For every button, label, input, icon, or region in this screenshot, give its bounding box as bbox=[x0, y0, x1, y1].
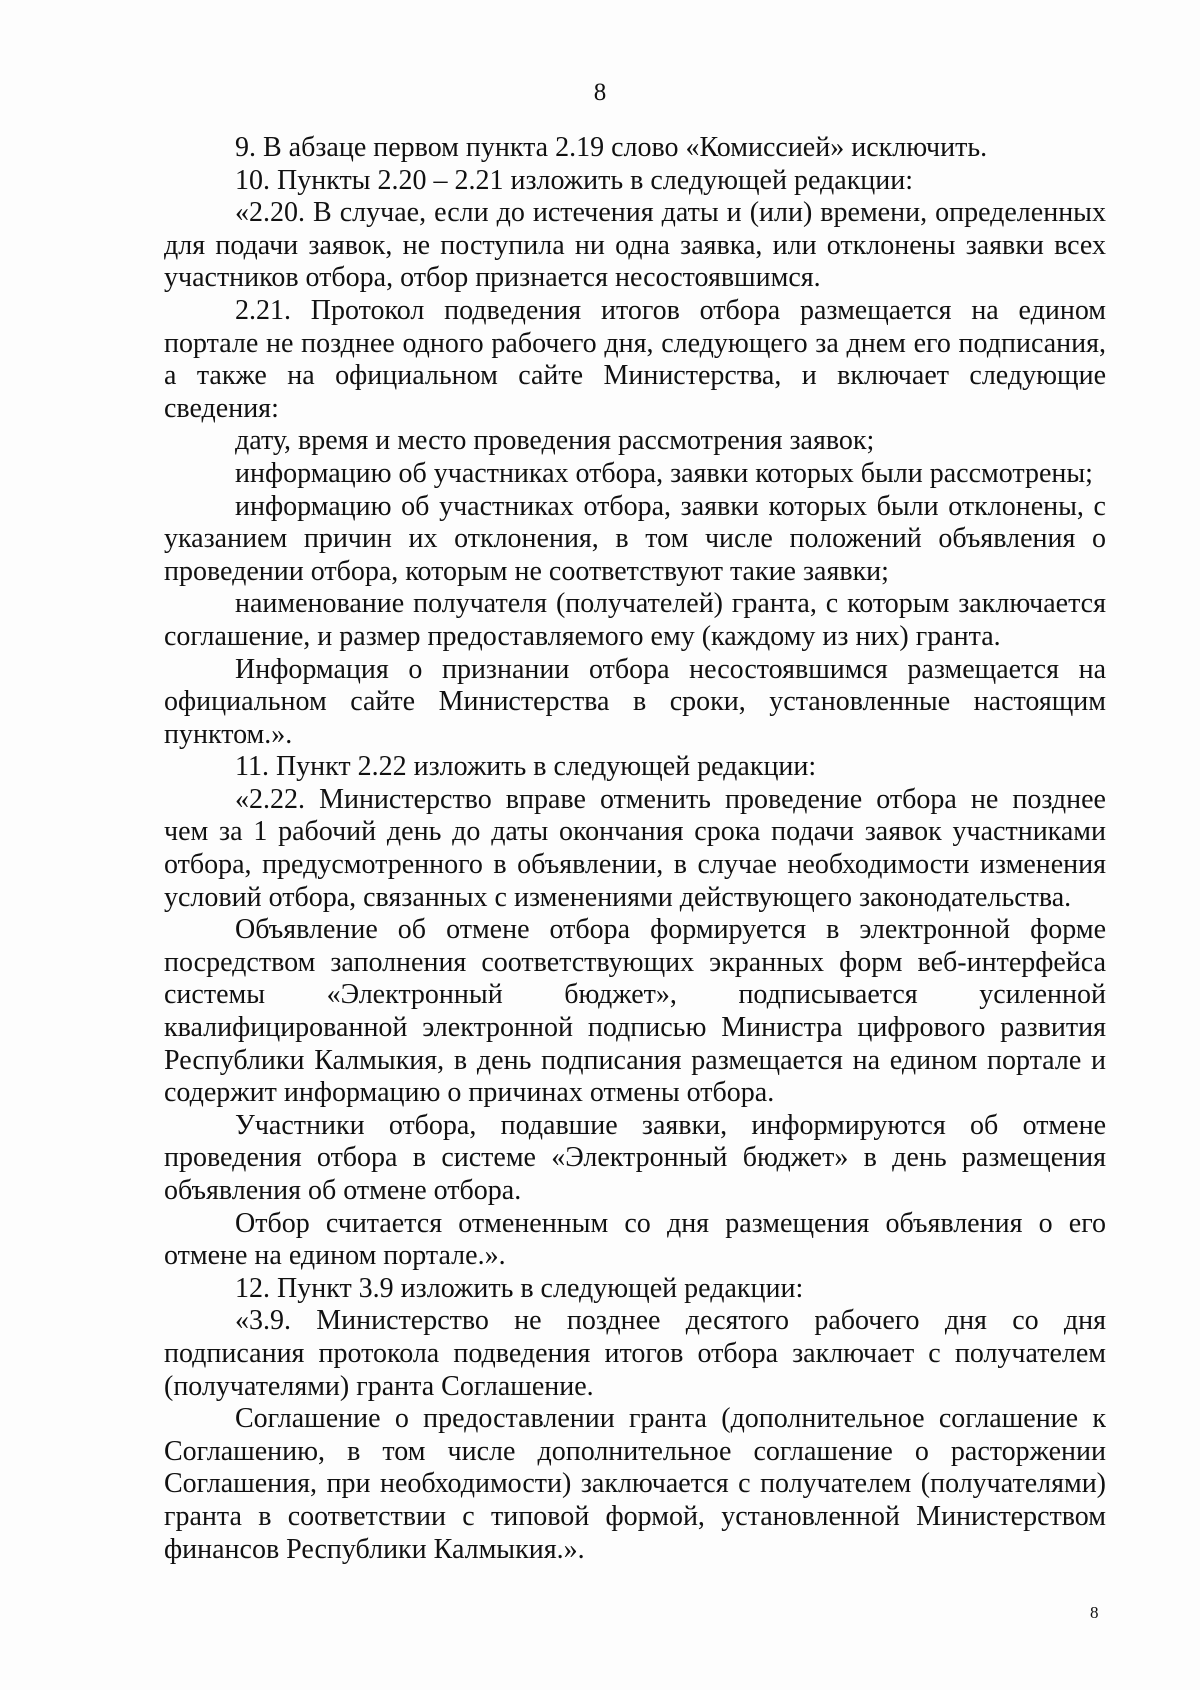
paragraph-item-10: 10. Пункты 2.20 – 2.21 изложить в следующей редакции: bbox=[235, 164, 914, 196]
paragraph-2-21: 2.21. Протокол подведения итогов отбора размещается на едином портале не позднее одного рабочего дня, следующего за днем его подписания, а также на официальном сайте Министерства, и включает следующие сведения: bbox=[164, 294, 1106, 424]
paragraph-list-date: дату, время и место проведения рассмотрения заявок; bbox=[235, 425, 875, 457]
page-number-bottom: 8 bbox=[1090, 1603, 1099, 1622]
document-body bbox=[164, 132, 1106, 1566]
paragraph-selection-cancelled: Отбор считается отмененным со дня размещения объявления о его отмене на едином портале.». bbox=[164, 1207, 1106, 1272]
paragraph-item-11: 11. Пункт 2.22 изложить в следующей редакции: bbox=[235, 751, 817, 783]
paragraph-item-9: 9. В абзаце первом пункта 2.19 слово «Комиссией» исключить. bbox=[235, 132, 988, 163]
paragraph-failed-selection-info: Информация о признании отбора несостоявшимся размещается на официальном сайте Министерства в сроки, установленные настоящим пунктом.». bbox=[164, 653, 1106, 750]
paragraph-agreement: Соглашение о предоставлении гранта (дополнительное соглашение к Соглашению, в том числе дополнительное соглашение о расторжении Соглашения, при необходимости) заключается с получателем (получателями) гранта в соответствии с типовой формой, установленной Министерством финансов Республики Калмыкия.». bbox=[164, 1403, 1106, 1565]
paragraph-list-recipient: наименование получателя (получателей) гранта, с которым заключается соглашение, и размер предоставляемого ему (каждому из них) гранта. bbox=[164, 588, 1106, 652]
paragraph-participants-informed: Участники отбора, подавшие заявки, информируются об отмене проведения отбора в системе «Электронный бюджет» в день размещения объявления об отмене отбора. bbox=[164, 1109, 1106, 1206]
paragraph-list-rejected: информацию об участниках отбора, заявки которых были отклонены, с указанием причин их отклонения, в том числе положений объявления о проведении отбора, которым не соответствуют такие заявки; bbox=[164, 490, 1106, 587]
paragraph-item-12: 12. Пункт 3.9 изложить в следующей редакции: bbox=[235, 1272, 804, 1304]
paragraph-3-9: «3.9. Министерство не позднее десятого рабочего дня со дня подписания протокола подведения итогов отбора заключает с получателем (получателями) гранта Соглашение. bbox=[164, 1305, 1106, 1402]
paragraph-2-22: «2.22. Министерство вправе отменить проведение отбора не позднее чем за 1 рабочий день до даты окончания срока подачи заявок участниками отбора, предусмотренного в объявлении, в случае необходимости изменения условий отбора, связанных с изменениями действующего законодательства. bbox=[164, 783, 1106, 913]
page-number-top: 8 bbox=[593, 79, 607, 106]
paragraph-cancellation-notice: Объявление об отмене отбора формируется в электронной форме посредством заполнения соответствующих экранных форм веб-интерфейса системы «Электронный бюджет», подписывается усиленной квалифицированной электронной подписью Министра цифрового развития Республики Калмыкия, в день подписания размещается на едином портале и содержит информацию о причинах отмены отбора. bbox=[164, 914, 1106, 1109]
paragraph-2-20: «2.20. В случае, если до истечения даты и (или) времени, определенных для подачи заявок, не поступила ни одна заявка, или отклонены заявки всех участников отбора, отбор признается несостоявшимся. bbox=[164, 197, 1106, 294]
paragraph-list-reviewed: информацию об участниках отбора, заявки которых были рассмотрены; bbox=[235, 457, 1093, 489]
